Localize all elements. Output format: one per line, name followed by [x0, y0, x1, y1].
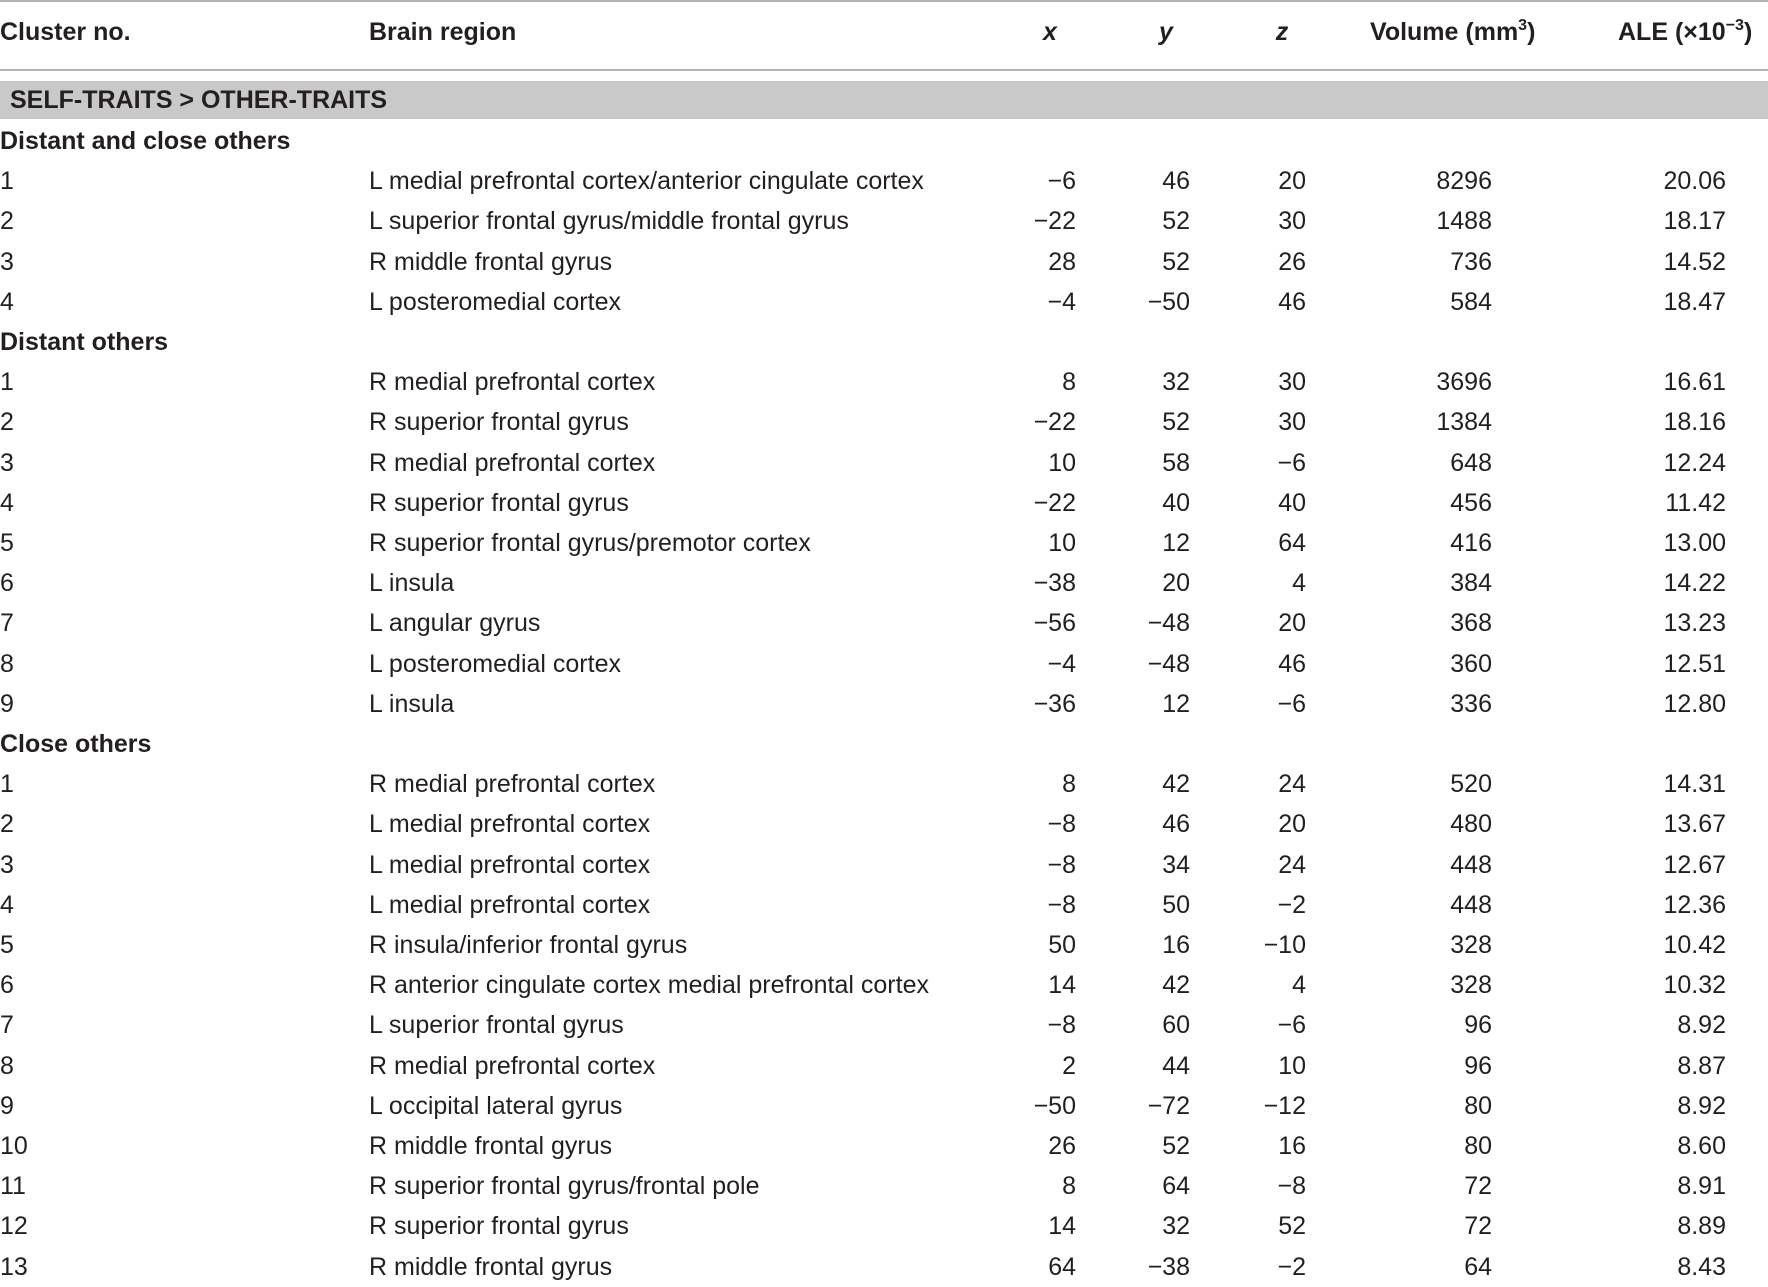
cluster-no-cell: 11: [0, 1172, 26, 1201]
x-cell: 10: [1048, 448, 1076, 477]
cluster-no-cell: 3: [0, 448, 14, 477]
table-row: [0, 1005, 1768, 1045]
y-cell: −48: [1147, 609, 1190, 638]
cluster-no-cell: 5: [0, 529, 14, 557]
z-cell: −6: [1277, 689, 1306, 718]
x-cell: −22: [1033, 207, 1076, 236]
cluster-no-cell: 3: [0, 247, 14, 276]
z-cell: 20: [1278, 167, 1306, 196]
z-cell: 52: [1278, 1212, 1306, 1241]
cluster-no-cell: 2: [0, 408, 14, 437]
header-cluster-no: Cluster no.: [0, 18, 131, 46]
z-cell: 26: [1278, 247, 1306, 276]
contrast-band: [0, 81, 1768, 119]
ale-cell: 10.42: [1663, 931, 1726, 959]
brain-region-cell: R superior frontal gyrus: [369, 408, 629, 437]
ale-cell: 10.32: [1663, 971, 1726, 1000]
table-row: [0, 1166, 1768, 1206]
section-heading: [0, 121, 1768, 161]
table-row: [0, 201, 1768, 241]
header-ale: [1618, 12, 1752, 52]
volume-cell: 3696: [1436, 368, 1492, 397]
ale-cell: 12.80: [1663, 689, 1726, 718]
table-row: [0, 1046, 1768, 1086]
brain-region-cell: L angular gyrus: [369, 609, 541, 638]
cluster-no-cell: 13: [0, 1252, 28, 1281]
y-cell: 34: [1162, 850, 1190, 879]
table-header-rule: [0, 69, 1768, 71]
table-row: [0, 523, 1768, 563]
x-cell: 14: [1048, 1212, 1076, 1241]
brain-region-cell: L insula: [369, 689, 455, 718]
x-cell: 8: [1062, 368, 1076, 397]
volume-cell: 72: [1464, 1212, 1492, 1241]
brain-region-cell: L superior frontal gyrus: [369, 1011, 624, 1040]
x-cell: −36: [1033, 689, 1076, 718]
brain-region-cell: R superior frontal gyrus/frontal pole: [369, 1172, 760, 1201]
x-cell: −38: [1033, 569, 1076, 598]
ale-cell: 13.23: [1663, 609, 1726, 638]
ale-cell: 12.67: [1663, 850, 1726, 879]
z-cell: −12: [1263, 1091, 1306, 1120]
x-cell: 14: [1048, 971, 1076, 1000]
header-brain-region: Brain region: [369, 18, 517, 46]
volume-cell: 64: [1464, 1252, 1492, 1281]
volume-cell: 648: [1450, 448, 1492, 477]
x-cell: 50: [1048, 931, 1076, 959]
y-cell: −72: [1147, 1091, 1190, 1120]
brain-region-cell: R middle frontal gyrus: [369, 1132, 613, 1160]
brain-region-cell: L superior frontal gyrus/middle frontal gyrus: [369, 207, 849, 236]
volume-cell: 360: [1450, 649, 1492, 678]
volume-cell: 80: [1464, 1091, 1492, 1120]
cluster-no-cell: 8: [0, 649, 14, 678]
ale-cell: 8.92: [1677, 1011, 1726, 1040]
header-z: z: [1275, 18, 1289, 46]
y-cell: 32: [1162, 1212, 1190, 1241]
table-row: [0, 1206, 1768, 1246]
brain-region-cell: L medial prefrontal cortex: [369, 850, 651, 879]
volume-cell: 456: [1450, 488, 1492, 517]
cluster-no-cell: 5: [0, 931, 14, 959]
x-cell: −22: [1033, 488, 1076, 517]
table-row: [0, 925, 1768, 965]
x-cell: 8: [1062, 1172, 1076, 1201]
brain-region-cell: R medial prefrontal cortex: [369, 448, 656, 477]
ale-cell: 12.24: [1663, 448, 1726, 477]
section-title: Distant and close others: [0, 127, 291, 155]
section-title: Close others: [0, 730, 152, 758]
volume-cell: 368: [1450, 609, 1492, 638]
volume-cell: 96: [1464, 1051, 1492, 1080]
brain-region-cell: L medial prefrontal cortex: [369, 890, 651, 919]
y-cell: 58: [1162, 448, 1190, 477]
header-volume: [1370, 12, 1535, 52]
volume-cell: 80: [1464, 1132, 1492, 1160]
table-row: [0, 1126, 1768, 1166]
table-row: [0, 242, 1768, 282]
brain-region-cell: R superior frontal gyrus/premotor cortex: [369, 529, 811, 557]
x-cell: 28: [1048, 247, 1076, 276]
table-row: [0, 1247, 1768, 1287]
cluster-no-cell: 7: [0, 1011, 14, 1040]
z-cell: −2: [1277, 890, 1306, 919]
table-row: [0, 362, 1768, 402]
z-cell: 4: [1292, 569, 1306, 598]
y-cell: 52: [1162, 408, 1190, 437]
z-cell: 4: [1292, 971, 1306, 1000]
brain-region-cell: L medial prefrontal cortex: [369, 810, 651, 839]
x-cell: 26: [1048, 1132, 1076, 1160]
y-cell: 44: [1162, 1051, 1190, 1080]
brain-region-cell: R middle frontal gyrus: [369, 1252, 613, 1281]
z-cell: 24: [1278, 770, 1306, 799]
ale-cell: 8.87: [1677, 1051, 1726, 1080]
ale-cell: 14.22: [1663, 569, 1726, 598]
brain-region-cell: R medial prefrontal cortex: [369, 1051, 656, 1080]
table-header-row: [0, 12, 1768, 52]
table-row: [0, 845, 1768, 885]
ale-cell: 14.52: [1663, 247, 1726, 276]
z-cell: −2: [1277, 1252, 1306, 1281]
x-cell: −8: [1047, 1011, 1076, 1040]
x-cell: −50: [1033, 1091, 1076, 1120]
table-row: [0, 402, 1768, 442]
ale-cell: 18.17: [1663, 207, 1726, 236]
table-row: [0, 483, 1768, 523]
z-cell: 20: [1278, 810, 1306, 839]
table-row: [0, 965, 1768, 1005]
z-cell: 24: [1278, 850, 1306, 879]
x-cell: 2: [1062, 1051, 1076, 1080]
brain-region-cell: R middle frontal gyrus: [369, 247, 613, 276]
z-cell: 64: [1278, 529, 1306, 557]
z-cell: 16: [1278, 1132, 1306, 1160]
ale-cell: 13.00: [1663, 529, 1726, 557]
z-cell: 30: [1278, 207, 1306, 236]
table-row: [0, 603, 1768, 643]
brain-region-cell: R medial prefrontal cortex: [369, 770, 656, 799]
volume-cell: 448: [1450, 890, 1492, 919]
header-ale-close: ): [1743, 18, 1753, 46]
y-cell: 52: [1162, 1132, 1190, 1160]
table-row: [0, 804, 1768, 844]
table-top-rule: [0, 0, 1768, 2]
ale-cell: 12.36: [1663, 890, 1726, 919]
x-cell: 64: [1048, 1252, 1076, 1281]
y-cell: −48: [1147, 649, 1190, 678]
header-ale-label: ALE (×10: [1618, 18, 1726, 46]
x-cell: −8: [1047, 850, 1076, 879]
ale-cell: 13.67: [1663, 810, 1726, 839]
y-cell: 46: [1162, 167, 1190, 196]
x-cell: −8: [1047, 810, 1076, 839]
cluster-no-cell: 4: [0, 287, 14, 316]
table-row: [0, 684, 1768, 724]
y-cell: 16: [1162, 931, 1190, 959]
brain-region-cell: L posteromedial cortex: [369, 649, 621, 678]
cluster-no-cell: 4: [0, 890, 14, 919]
ale-cell: 8.89: [1677, 1212, 1726, 1241]
y-cell: 52: [1162, 207, 1190, 236]
ale-cell: 8.92: [1677, 1091, 1726, 1120]
header-ale-sup: −3: [1725, 17, 1744, 34]
ale-cell: 8.60: [1677, 1132, 1726, 1160]
table-row: [0, 764, 1768, 804]
volume-cell: 384: [1450, 569, 1492, 598]
cluster-no-cell: 7: [0, 609, 14, 638]
header-x: x: [1043, 18, 1057, 46]
cluster-no-cell: 1: [0, 167, 14, 196]
y-cell: 52: [1162, 247, 1190, 276]
brain-region-cell: L occipital lateral gyrus: [369, 1091, 623, 1120]
section-heading: [0, 322, 1768, 362]
volume-cell: 8296: [1436, 167, 1492, 196]
volume-cell: 1384: [1436, 408, 1492, 437]
volume-cell: 328: [1450, 931, 1492, 959]
volume-cell: 336: [1450, 689, 1492, 718]
z-cell: −10: [1263, 931, 1306, 959]
ale-cell: 18.47: [1663, 287, 1726, 316]
cluster-no-cell: 9: [0, 1091, 14, 1120]
y-cell: 42: [1162, 770, 1190, 799]
cluster-no-cell: 8: [0, 1051, 14, 1080]
ale-cell: 8.43: [1677, 1252, 1726, 1281]
header-volume-sup: 3: [1518, 17, 1528, 34]
x-cell: 8: [1062, 770, 1076, 799]
ale-cell: 8.91: [1677, 1172, 1726, 1201]
y-cell: 12: [1162, 689, 1190, 718]
table-row: [0, 161, 1768, 201]
volume-cell: 480: [1450, 810, 1492, 839]
y-cell: −50: [1147, 287, 1190, 316]
volume-cell: 448: [1450, 850, 1492, 879]
x-cell: −6: [1047, 167, 1076, 196]
y-cell: 12: [1162, 529, 1190, 557]
section-heading: [0, 724, 1768, 764]
contrast-band-title: SELF-TRAITS > OTHER-TRAITS: [10, 86, 388, 114]
z-cell: 30: [1278, 368, 1306, 397]
z-cell: −8: [1277, 1172, 1306, 1201]
ale-cell: 14.31: [1663, 770, 1726, 799]
ale-cell: 11.42: [1665, 488, 1726, 517]
cluster-no-cell: 1: [0, 770, 14, 799]
brain-region-cell: L posteromedial cortex: [369, 287, 621, 316]
z-cell: 10: [1278, 1051, 1306, 1080]
volume-cell: 520: [1450, 770, 1492, 799]
y-cell: 46: [1162, 810, 1190, 839]
y-cell: −38: [1147, 1252, 1190, 1281]
cluster-no-cell: 9: [0, 689, 14, 718]
ale-cell: 12.51: [1663, 649, 1726, 678]
cluster-no-cell: 2: [0, 810, 14, 839]
table-row: [0, 443, 1768, 483]
table-row: [0, 644, 1768, 684]
header-y: y: [1159, 18, 1173, 46]
ale-cell: 20.06: [1663, 167, 1726, 196]
brain-region-cell: R anterior cingulate cortex medial prefrontal cortex: [369, 971, 929, 1000]
y-cell: 64: [1162, 1172, 1190, 1201]
cluster-no-cell: 1: [0, 368, 14, 397]
cluster-no-cell: 2: [0, 207, 14, 236]
x-cell: −4: [1047, 649, 1076, 678]
y-cell: 20: [1162, 569, 1190, 598]
y-cell: 32: [1162, 368, 1190, 397]
z-cell: 46: [1278, 649, 1306, 678]
header-volume-close: ): [1527, 18, 1536, 46]
volume-cell: 736: [1450, 247, 1492, 276]
cluster-no-cell: 3: [0, 850, 14, 879]
x-cell: −8: [1047, 890, 1076, 919]
volume-cell: 1488: [1436, 207, 1492, 236]
brain-region-cell: R insula/inferior frontal gyrus: [369, 931, 688, 959]
x-cell: −56: [1033, 609, 1076, 638]
cluster-no-cell: 6: [0, 569, 14, 598]
table-row: [0, 282, 1768, 322]
volume-cell: 72: [1464, 1172, 1492, 1201]
cluster-no-cell: 12: [0, 1212, 28, 1241]
z-cell: 46: [1278, 287, 1306, 316]
z-cell: −6: [1277, 1011, 1306, 1040]
z-cell: 40: [1278, 488, 1306, 517]
brain-region-cell: R superior frontal gyrus: [369, 1212, 629, 1241]
ale-cell: 16.61: [1663, 368, 1726, 397]
x-cell: −4: [1047, 287, 1076, 316]
table-row: [0, 885, 1768, 925]
y-cell: 50: [1162, 890, 1190, 919]
cluster-no-cell: 10: [0, 1132, 28, 1160]
table-row: [0, 563, 1768, 603]
x-cell: −22: [1033, 408, 1076, 437]
volume-cell: 416: [1450, 529, 1492, 557]
y-cell: 40: [1162, 488, 1190, 517]
header-volume-label: Volume (mm: [1370, 18, 1519, 46]
section-title: Distant others: [0, 328, 169, 356]
z-cell: 20: [1278, 609, 1306, 638]
z-cell: 30: [1278, 408, 1306, 437]
volume-cell: 584: [1450, 287, 1492, 316]
y-cell: 42: [1162, 971, 1190, 1000]
x-cell: 10: [1048, 529, 1076, 557]
brain-region-cell: R medial prefrontal cortex: [369, 368, 656, 397]
y-cell: 60: [1162, 1011, 1190, 1040]
volume-cell: 96: [1464, 1011, 1492, 1040]
brain-region-cell: L medial prefrontal cortex/anterior cingulate cortex: [369, 167, 924, 196]
z-cell: −6: [1277, 448, 1306, 477]
brain-region-cell: L insula: [369, 569, 455, 598]
brain-region-cell: R superior frontal gyrus: [369, 488, 629, 517]
cluster-no-cell: 4: [0, 488, 14, 517]
table-row: [0, 1086, 1768, 1126]
ale-cell: 18.16: [1663, 408, 1726, 437]
cluster-no-cell: 6: [0, 971, 14, 1000]
volume-cell: 328: [1450, 971, 1492, 1000]
